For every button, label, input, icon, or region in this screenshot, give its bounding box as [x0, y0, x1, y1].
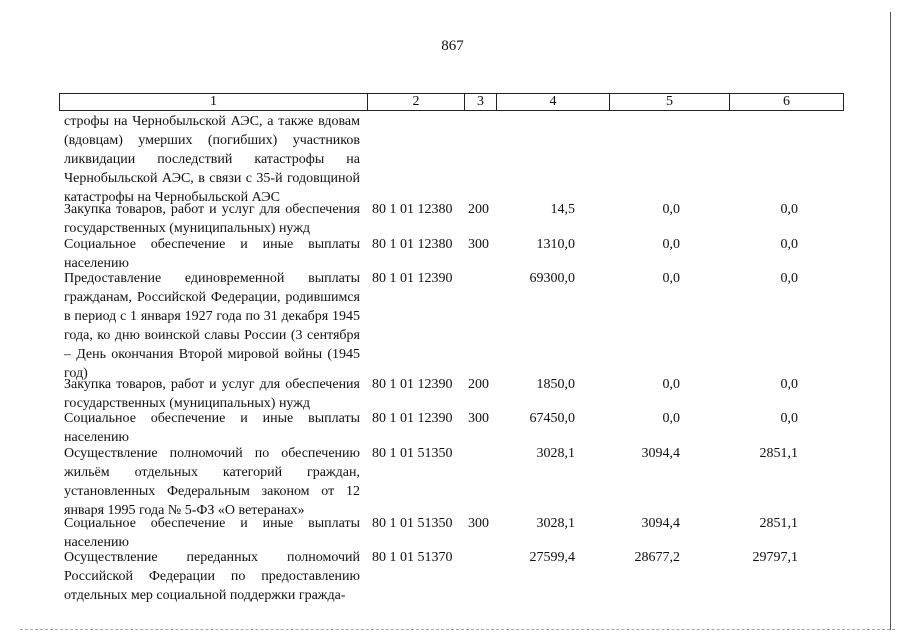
row-text: Социальное обеспечение и иные выплаты населению: [64, 516, 360, 550]
row-text: строфы на Чернобыльской АЭС, а также вдовам (вдовцам) умерших (погибших) участников ликвидации последствий катастрофы на Чернобыльской АЭС, в связи с 35-й годовщиной катастрофы на Чернобыльской АЭС: [64, 114, 360, 205]
row-code: 80 1 01 12380: [372, 202, 453, 217]
row-text: Предоставление единовременной выплаты гражданам, Российской Федерации, родившимся в период с 1 января 1927 года по 31 декабря 1945 года, ко дню воинской славы России (3 сентября – День окончания Второй мировой войны (1945 год): [64, 271, 360, 381]
row-code: 80 1 01 51350: [372, 516, 453, 531]
row-code: 80 1 01 12380: [372, 237, 453, 252]
row-code: 80 1 01 51350: [372, 446, 453, 461]
row-value-col5: 3094,4: [641, 516, 680, 531]
row-value-col5: 3094,4: [641, 446, 680, 461]
row-text: Осуществление полномочий по обеспечению жильём отдельных категорий граждан, установленных Федеральным законом от 12 января 1995 года № 5-ФЗ «О ветеранах»: [64, 446, 360, 518]
row-value-col6: 0,0: [780, 411, 798, 426]
row-code: 80 1 01 51370: [372, 550, 453, 565]
row-value-col4: 14,5: [550, 202, 575, 217]
row-expense-type: 300: [468, 237, 489, 252]
header-col-3: 3: [464, 94, 496, 110]
row-value-col6: 2851,1: [759, 516, 798, 531]
row-expense-type: 300: [468, 411, 489, 426]
row-expense-type: 300: [468, 516, 489, 531]
header-col-4: 4: [496, 94, 609, 110]
row-text: Социальное обеспечение и иные выплаты населению: [64, 237, 360, 271]
row-code: 80 1 01 12390: [372, 271, 453, 286]
row-value-col6: 0,0: [780, 237, 798, 252]
row-text: Закупка товаров, работ и услуг для обеспечения государственных (муниципальных) нужд: [64, 202, 360, 236]
row-code: 80 1 01 12390: [372, 377, 453, 392]
row-value-col5: 28677,2: [634, 550, 680, 565]
row-value-col4: 69300,0: [529, 271, 575, 286]
header-col-1: 1: [210, 94, 217, 109]
row-value-col6: 0,0: [780, 202, 798, 217]
row-value-col4: 67450,0: [529, 411, 575, 426]
row-value-col5: 0,0: [662, 271, 680, 286]
row-value-col6: 29797,1: [752, 550, 798, 565]
row-text: Осуществление переданных полномочий Российской Федерации по предоставлению отдельных мер социальной поддержки гражда-: [64, 550, 360, 603]
row-value-col6: 0,0: [780, 377, 798, 392]
row-value-col5: 0,0: [662, 237, 680, 252]
row-expense-type: 200: [468, 202, 489, 217]
header-col-5: 5: [609, 94, 729, 110]
row-value-col5: 0,0: [662, 202, 680, 217]
row-value-col6: 0,0: [780, 271, 798, 286]
row-code: 80 1 01 12390: [372, 411, 453, 426]
row-value-col4: 1850,0: [536, 377, 575, 392]
row-value-col5: 0,0: [662, 377, 680, 392]
row-text: Закупка товаров, работ и услуг для обеспечения государственных (муниципальных) нужд: [64, 377, 360, 411]
row-value-col5: 0,0: [662, 411, 680, 426]
header-col-6: 6: [729, 94, 843, 110]
row-value-col4: 3028,1: [536, 516, 575, 531]
row-value-col6: 2851,1: [759, 446, 798, 461]
row-text: Социальное обеспечение и иные выплаты населению: [64, 411, 360, 445]
page-number: 867: [441, 38, 464, 54]
row-value-col4: 3028,1: [536, 446, 575, 461]
header-col-2: 2: [367, 94, 464, 110]
row-expense-type: 200: [468, 377, 489, 392]
row-value-col4: 27599,4: [529, 550, 575, 565]
row-value-col4: 1310,0: [536, 237, 575, 252]
